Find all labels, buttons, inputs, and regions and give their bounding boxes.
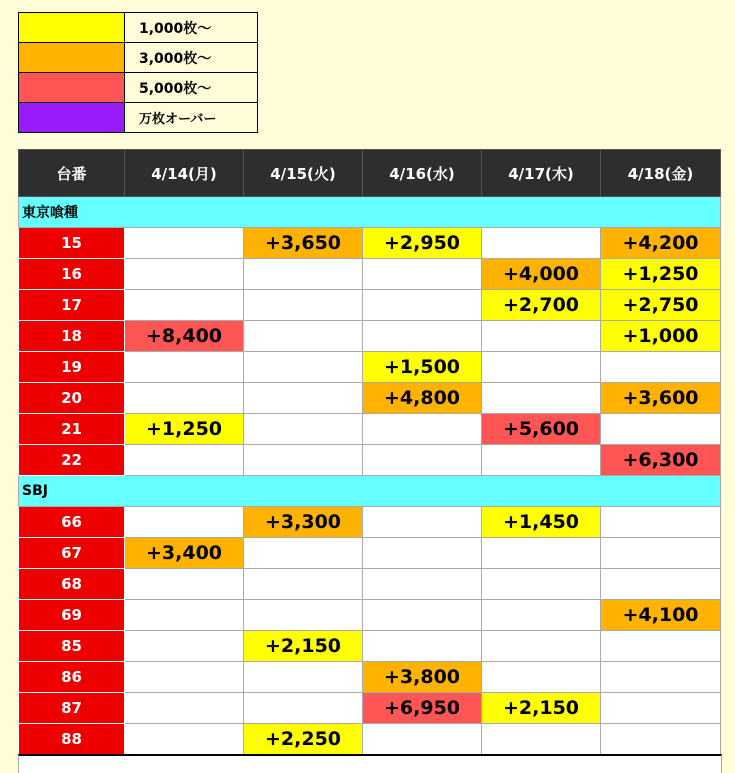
table-row	[19, 383, 721, 414]
table-row	[19, 228, 721, 259]
result-cell: +6,950	[363, 693, 482, 724]
table-row	[19, 321, 721, 352]
result-cell: +1,250	[125, 414, 244, 445]
result-cell	[244, 259, 363, 290]
result-cell	[125, 445, 244, 476]
result-cell	[482, 569, 601, 600]
result-cell	[244, 538, 363, 569]
machine-number: 66	[19, 507, 125, 538]
result-cell	[601, 507, 721, 538]
machine-number: 17	[19, 290, 125, 321]
result-cell: +3,650	[244, 228, 363, 259]
result-cell	[363, 538, 482, 569]
result-cell	[482, 631, 601, 662]
group-name: SBJ	[19, 476, 721, 507]
legend-row	[19, 73, 258, 103]
group-header-row	[19, 197, 721, 228]
results-table	[18, 149, 721, 755]
result-cell	[482, 321, 601, 352]
result-cell: +5,600	[482, 414, 601, 445]
result-cell: +2,700	[482, 290, 601, 321]
machine-number: 67	[19, 538, 125, 569]
result-cell: +3,400	[125, 538, 244, 569]
result-cell	[482, 600, 601, 631]
machine-number: 16	[19, 259, 125, 290]
result-cell	[125, 507, 244, 538]
machine-number: 19	[19, 352, 125, 383]
result-cell	[482, 724, 601, 755]
result-cell	[363, 507, 482, 538]
legend-swatch	[19, 43, 125, 73]
result-cell	[482, 445, 601, 476]
table-row	[19, 693, 721, 724]
machine-number: 21	[19, 414, 125, 445]
result-cell	[125, 724, 244, 755]
result-cell	[482, 538, 601, 569]
machine-number: 88	[19, 724, 125, 755]
legend-label: 万枚オーバー	[125, 103, 258, 133]
result-cell	[601, 693, 721, 724]
result-cell	[601, 538, 721, 569]
table-row	[19, 538, 721, 569]
result-cell	[482, 383, 601, 414]
result-cell	[601, 352, 721, 383]
machine-number: 68	[19, 569, 125, 600]
result-cell	[363, 290, 482, 321]
result-cell: +1,000	[601, 321, 721, 352]
result-cell: +6,300	[601, 445, 721, 476]
table-row	[19, 259, 721, 290]
result-cell	[125, 352, 244, 383]
result-cell	[125, 259, 244, 290]
header-date: 4/18(金)	[601, 150, 721, 197]
header-date: 4/17(木)	[482, 150, 601, 197]
machine-number: 22	[19, 445, 125, 476]
header-date: 4/14(月)	[125, 150, 244, 197]
result-cell	[363, 321, 482, 352]
machine-number: 20	[19, 383, 125, 414]
result-cell	[244, 321, 363, 352]
table-row	[19, 290, 721, 321]
result-cell: +3,600	[601, 383, 721, 414]
result-cell	[125, 693, 244, 724]
table-row	[19, 662, 721, 693]
result-cell	[601, 631, 721, 662]
machine-number: 15	[19, 228, 125, 259]
result-cell	[244, 352, 363, 383]
result-cell: +4,800	[363, 383, 482, 414]
result-cell	[125, 600, 244, 631]
result-cell	[363, 414, 482, 445]
table-row	[19, 507, 721, 538]
legend-label: 1,000枚～	[125, 13, 258, 43]
result-cell: +2,950	[363, 228, 482, 259]
table-row	[19, 724, 721, 755]
result-cell	[363, 631, 482, 662]
result-cell	[244, 569, 363, 600]
legend-swatch	[19, 73, 125, 103]
result-cell	[482, 662, 601, 693]
result-cell	[244, 693, 363, 724]
result-cell: +8,400	[125, 321, 244, 352]
result-cell	[482, 352, 601, 383]
table-row	[19, 569, 721, 600]
legend-swatch	[19, 13, 125, 43]
result-cell: +2,150	[482, 693, 601, 724]
result-cell: +3,800	[363, 662, 482, 693]
result-cell	[363, 724, 482, 755]
result-cell	[125, 569, 244, 600]
result-cell	[125, 290, 244, 321]
header-date: 4/15(火)	[244, 150, 363, 197]
result-cell: +3,300	[244, 507, 363, 538]
result-cell	[125, 631, 244, 662]
legend-row	[19, 103, 258, 133]
machine-number: 87	[19, 693, 125, 724]
result-cell	[125, 662, 244, 693]
result-cell	[601, 569, 721, 600]
result-cell	[363, 445, 482, 476]
result-cell	[363, 569, 482, 600]
legend-label: 3,000枚～	[125, 43, 258, 73]
result-cell	[601, 414, 721, 445]
result-cell: +4,000	[482, 259, 601, 290]
result-cell	[244, 445, 363, 476]
group-name: 東京喰種	[19, 197, 721, 228]
legend-swatch	[19, 103, 125, 133]
header-date: 4/16(水)	[363, 150, 482, 197]
machine-number: 85	[19, 631, 125, 662]
legend-row	[19, 13, 258, 43]
machine-number: 18	[19, 321, 125, 352]
result-cell	[244, 414, 363, 445]
header-machine-number: 台番	[19, 150, 125, 197]
machine-number: 69	[19, 600, 125, 631]
color-legend	[18, 12, 258, 133]
result-cell	[244, 662, 363, 693]
result-cell	[601, 724, 721, 755]
result-cell	[601, 662, 721, 693]
legend-row	[19, 43, 258, 73]
result-cell	[125, 228, 244, 259]
result-cell: +4,100	[601, 600, 721, 631]
table-row	[19, 352, 721, 383]
result-cell: +2,250	[244, 724, 363, 755]
table-row	[19, 600, 721, 631]
legend-label: 5,000枚～	[125, 73, 258, 103]
result-cell	[244, 290, 363, 321]
result-cell	[244, 383, 363, 414]
table-row	[19, 414, 721, 445]
table-header-row	[19, 150, 721, 197]
result-cell	[244, 600, 363, 631]
result-cell	[363, 259, 482, 290]
machine-number: 86	[19, 662, 125, 693]
result-cell: +2,750	[601, 290, 721, 321]
result-cell	[363, 600, 482, 631]
result-cell: +2,150	[244, 631, 363, 662]
result-cell	[125, 383, 244, 414]
table-row	[19, 445, 721, 476]
table-continuation	[18, 754, 722, 773]
group-header-row	[19, 476, 721, 507]
result-cell: +4,200	[601, 228, 721, 259]
result-cell: +1,500	[363, 352, 482, 383]
table-row	[19, 631, 721, 662]
result-cell: +1,250	[601, 259, 721, 290]
result-cell	[482, 228, 601, 259]
result-cell: +1,450	[482, 507, 601, 538]
